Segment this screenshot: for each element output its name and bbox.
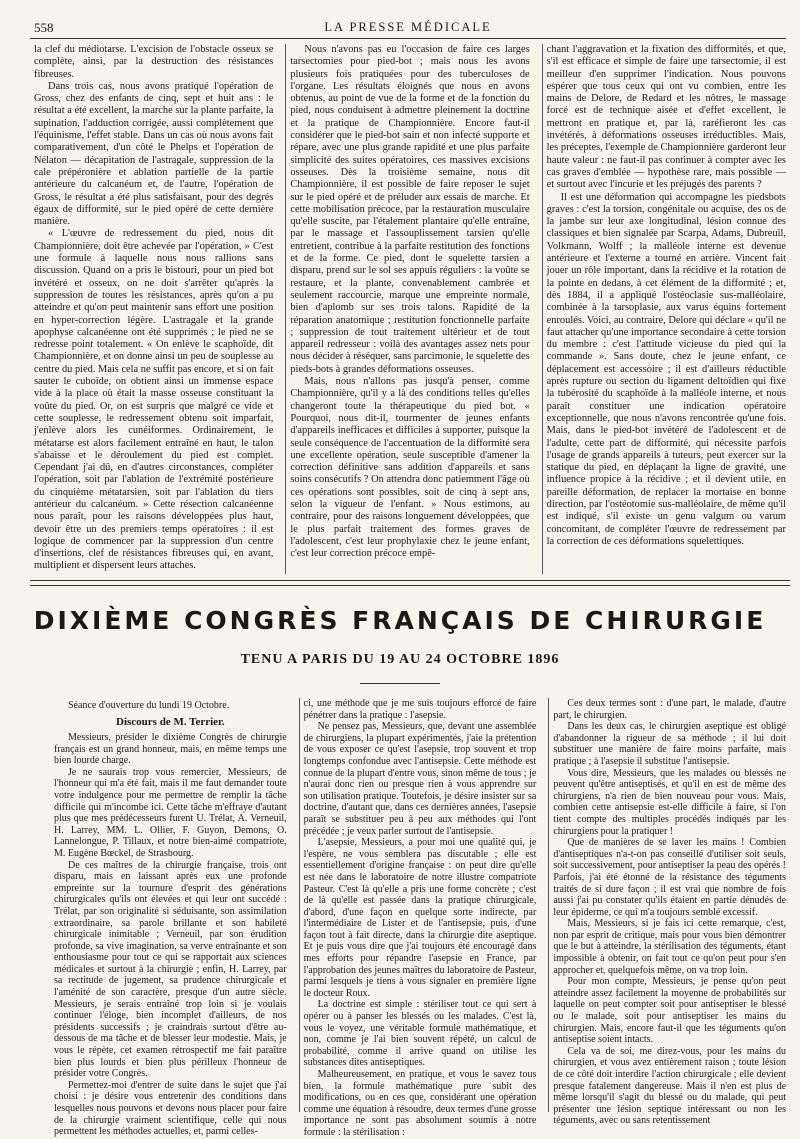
paragraph: Je ne saurais trop vous remercier, Messieurs, de l'honneur qui m'a été fait, mais il me faut demander toute votre indulgence pour me permettre de remplir la tâche difficile qui m'incombe ici. Cette tâche m'effraye d'autant plus que mes prédécesseurs furent U. Trélat, A. Verneuil, H. Larrey, MM. L. Ollier, F. Guyon, Demons, O. Lannelongue, P. Tillaux, et notre bien-aimé compatriote, M. Eugène Bœckel, de Strasbourg.: [54, 766, 287, 859]
paragraph: la clef du médiotarse. L'excision de l'obstacle osseux se complète, ainsi, par la destruction des résistances fibreuses.: [34, 44, 274, 80]
paragraph: Mais, Messieurs, si je fais ici cette remarque, c'est, non par esprit de critique, mais pour vous bien démontrer que le but à atteindre, la stérilisation des téguments, étant impossible à obtenir, on fait tout ce qu'on peut pour s'en approcher et, quelquefois même, on va trop loin.: [553, 918, 787, 976]
paragraph: ci, une méthode que je me suis toujours efforcé de faire pénétrer dans la pratique : l'asepsie.: [303, 698, 537, 721]
congress-column-2: [299, 698, 541, 1138]
article-top-columns: [30, 44, 790, 574]
paragraph: Cela va de soi, me direz-vous, pour les mains du chirurgien, et vous avez entièrement raison ; toute lésion de ce côté doit interdire l'action chirurgicale ; elle devient presque fatalement dangereuse. Mais il n'en est plus de même lorsqu'il s'agit du blessé ou du malade, qui peut présenter une lésion septique intéressant ou non les téguments, avec ou sans retentissement: [553, 1045, 787, 1127]
session-line: Séance d'ouverture du lundi 19 Octobre.: [68, 700, 230, 711]
congress-column-1: [50, 698, 291, 1138]
congress-columns: [50, 698, 790, 1138]
paragraph: De ces maîtres de la chirurgie française, trois ont disparu, mais en laissant après eux une profonde empreinte sur la tournure d'esprit des générations chirurgicales qu'ils ont élevées et qui leur ont succédé : Trélat, par son originalité si séduisante, son assimilation extraordinaire, sa parole brillante et son habileté chirurgicale inimitable ; Verneuil, par son érudition profonde, sa vive imagination, sa verve entraînante et son enthousiasme pour tout ce qui se rapportait aux sciences médicales et surtout à la chirurgie ; enfin, H. Larrey, par sa rectitude de jugement, sa prudence chirurgicale et l'aménité de son caractère, presque d'un autre siècle. Messieurs, je serais entraîné trop loin si je voulais continuer l'éloge, bien incomplet d'ailleurs, de nos présidents successifs ; je craindrais surtout d'être au-dessous de ma tâche et de blesser leur modestie. Mais, je vous le répète, cet examen rétrospectif me fait paraître bien plus lourds et bien plus périlleux l'honneur de présider votre Congrès.: [54, 859, 287, 1080]
paragraph: chant l'aggravation et la fixation des difformités, et que, s'il est efficace et simple de faire une tarsectomie, il est meilleur d'en supprimer l'indication. Nous pouvons espérer que tous ceux qui ont vu combien, entre les mains de Delore, de Redard et les nôtres, le massage forcé est de technique aisée et d'effet excellent, le mettront en pratique et, par là, raréfieront les cas invétérés, à déformations osseuses irréductibles. Mais, les préceptes, l'exemple de Championnière garderont leur haute valeur : ne faut-il pas continuer à compter avec les cas graves d'emblée — hypothèse rare, mais possible — et surtout avec l'incurie et les préjugés des parents ?: [546, 44, 786, 191]
short-divider: [360, 683, 440, 684]
congress-subtitle: TENU A PARIS DU 19 AU 24 OCTOBRE 1896: [240, 652, 560, 667]
paragraph: Vous dire, Messieurs, que les malades ou blessés ne peuvent qu'être antiseptisés, et qu'il en est de même des chirurgiens, n'a rien de bien nouveau pour vous. Mais, combien cette antisepsie est-elle difficile à faire, si l'on tient compte des multiples procédés indiqués par les chirurgiens pour la pratiquer !: [553, 767, 787, 837]
paragraph: Que de manières de se laver les mains ! Combien d'antiseptiques n'a-t-on pas conseillé d'utiliser soit seuls, soit successivement, pour antiseptiser la peau des opérés ! Parfois, j'ai été étonné de la résistance des téguments traités de si dure façon ; il est vrai que nombre de fois aussi j'ai pu constater qu'ils étaient en partie dénudés de leur épiderme, ce qui m'a toujours semblé excessif.: [553, 837, 787, 918]
article-column-1: [30, 44, 277, 574]
article-column-3: [542, 44, 790, 574]
paragraph: Mais, nous n'allons pas jusqu'à penser, comme Championnière, qu'il y a là des conditions telles qu'elles changeront toute la thérapeutique du pied bot. « Pourquoi, nous dit-il, tourmenter de jeunes enfants d'appareils inefficaces et difficiles à supporter, puisque la seule conséquence de l'accentuation de la difformité sera une excellente opération, seule susceptible d'amener la correction définitive sans addition d'appareils et sans soins consécutifs ? On attendra donc patiemment l'âge où ces opérations sont possibles, soit de cinq à sept ans, selon la vigueur de l'enfant. » Nous estimons, au contraire, pour des raisons longuement développées, que le plus parfait traitement des formes graves de l'adolescent, c'est leur prophylaxie chez le jeune enfant, c'est leur correction précoce empê-: [290, 376, 530, 560]
paragraph: « L'œuvre de redressement du pied, nous dit Championnière, doit être achevée par l'opération, » C'est une formule à laquelle nous nous rallions sans discussion. Quand on a pris le bistouri, pour un pied bot invétéré et osseux, on ne doit s'arrêter qu'après la suppression de toutes les résistances, après qu'on a pu atteindre et qu'on peut maintenir sans effort une position en hyper-correction légère. L'astragale et la grande apophyse calcanéenne ont été supprimés ; le pied ne se redresse point totalement. « On enlève le scaphoïde, dit Championnière, et on donne ainsi un peu de souplesse au centre du pied. Mais cela ne suffit pas encore, et si on fait sauter le cuboïde, on obtient ainsi un immense espace vide à la place où était la masse osseuse constituant la voûte du pied. Or, on est surpris que malgré ce vide et cette souplesse, le redressement obtenu soit imparfait, j'enlève alors les cunéiformes. Ordinairement, le métatarse est alors facilement entraîné en haut, le talon s'abaisse et le déroulement du pied est complet. Cependant j'ai dû, en d'autres circonstances, compléter l'opération, soit par l'ablation de l'extrémité postérieure du cinquième métatarsien, soit par l'ablation du tiers antérieur du calcanéum. » Cette résection calcanéenne nous paraît, pour les raisons développées plus haut, devoir être un des premiers temps opératoires : il est logique de commencer par la suppression d'un centre d'insertions, clef de résistances fibreuses qui, en avant, multiplient et dispersent leurs attaches.: [34, 228, 274, 572]
paragraph: Pour mon compte, Messieurs, je pense qu'on peut atteindre assez facilement la moyenne de probabilités sur laquelle on peut compter soit pour antiseptiser le blessé ou le malade, soit pour antiseptiser les mains du chirurgien. Mais, encore faut-il que les téguments qu'on antiseptise soient intacts.: [553, 976, 787, 1046]
paragraph: Nous n'avons pas eu l'occasion de faire ces larges tarsectomies pour pied-bot ; mais nous les avons plusieurs fois pratiquées pour des tuberculoses de l'organe. Les résultats éloignés que nous en avons obtenus, au point de vue de la forme et de la fonction du pied, nous conduisent à admettre pleinement la doctrine et la pratique de Championnière. Encore faut-il considérer que le pied-bot sain et non infecté supporte et répare, avec une plus grande rapidité et une plus parfaite simplicité des suites opératoires, ces massives excisions osseuses. Dès la troisième semaine, nous dit Championnière, il est possible de faire reposer le sujet sur le pied opéré et de préluder aux essais de marche. Et cette mobilisation précoce, par la restauration musculaire qu'elle suscite, par l'étalement plantaire qu'elle entraîne, par le massage et l'assouplissement tarsien qu'elle entretient, contribue à la parfaite restitution des fonctions et de la forme. Ce pied, dont le squelette tarsien a disparu, prend sur le sol ses appuis réguliers : la voûte se restaure, et la plante, convenablement cambrée et seulement raccourcie, marque une empreinte normale, bien d'aplomb sur ses trois talons. Rapidité de la réparation anatomique ; restitution fonctionnelle parfaite ; suppression de tout traitement ultérieur et de tout appareil redresseur : voilà des avantages assez nets pour nous décider à réséquer, sans parcimonie, le squelette des pieds-bots à grandes déformations osseuses.: [290, 44, 530, 375]
page-number: 558: [34, 20, 54, 35]
paragraph: Ne pensez pas, Messieurs, que, devant une assemblée de chirurgiens, la plupart expérimentés, j'aie la prétention de vous exposer ce qu'est l'asepsie, trop souvent et trop longtemps confondue avec l'antisepsie. Cette méthode est connue de la plupart d'entre vous, sinon même de tous ; je n'aurai donc rien ou presque rien à vous apprendre sur son utilisation pratique. Toutefois, je désire insister sur sa doctrine, d'autant que, dans ces dernières années, l'asepsie paraît se substituer peu à peu aux méthodes qui l'ont précédée ; je veux parler surtout de l'antisepsie.: [303, 721, 537, 837]
paragraph: L'asepsie, Messieurs, a pour moi une qualité qui, je l'espère, ne vous semblera pas discutable ; elle est essentiellement d'origine française : on peut dire qu'elle est née dans le laboratoire de notre illustre compatriote Pasteur. C'est là qu'elle a pris une forme concrète ; c'est de là qu'elle est passée dans la pratique chirurgicale, d'abord, d'une façon en quelque sorte indirecte, par l'intermédiaire de Lister et de l'antisepsie, puis, d'une façon tout à fait directe, dans la chirurgie dite aseptique. Et je puis vous dire que j'ai toujours été encouragé dans mes efforts pour répandre l'asepsie en France, par l'approbation des jeunes maîtres du laboratoire de Pasteur, parmi lesquels je tiens à vous signaler en première ligne le docteur Roux.: [303, 837, 537, 999]
journal-title: LA PRESSE MÉDICALE: [324, 20, 492, 34]
congress-column-3: [548, 698, 790, 1127]
congress-headline: DIXIÈME CONGRÈS FRANÇAIS DE CHIRURGIE: [33, 606, 767, 635]
paragraph: Malheureusement, en pratique, et vous le savez tous bien, la formule mathématique pure subit des modifications, ou en ces que, considérant une opération comme une équation à résoudre, deux termes d'une grosse importance ne sont pas absolument soumis à notre formule : la stérilisation :: [303, 1069, 537, 1138]
paragraph: Permettez-moi d'entrer de suite dans le sujet que j'ai choisi : je désire vous entretenir des conditions dans lesquelles nous pouvons et devons nous placer pour faire de la chirurgie vraiment scientifique, celle qui nous permettent les méthodes actuelles, et, parmi celles-: [54, 1079, 287, 1138]
paragraph: Dans trois cas, nous avons pratiqué l'opération de Gross, chez des enfants de cinq, sept et huit ans : le résultat a été excellent, la marche sur la plante parfaite, la supination, l'adduction corrigée, aussi complètement que l'équinisme, l'effet stable. Dans un cas où nous avons fait comparativement, d'un côté le Phelps et l'opération de Nélaton — décapitation de l'astragale, suppression de la cale prépéronière et ablation partielle de la partie antérieure du calcanéum et, de l'autre, l'opération de Gross, le résultat a été plus satisfaisant, pour des degrés égaux de difformité, sur le pied opéré de cette dernière manière.: [34, 80, 274, 228]
article-column-2: [285, 44, 533, 574]
section-divider: [30, 585, 790, 586]
paragraph: Ces deux termes sont : d'une part, le malade, d'autre part, le chirurgien.: [553, 698, 787, 721]
section-divider: [30, 580, 790, 581]
speech-title: Discours de M. Terrier.: [116, 716, 225, 728]
paragraph: Messieurs, présider le dixième Congrès de chirurgie français est un grand honneur, mais, en même temps une bien lourde charge.: [54, 732, 287, 767]
paragraph: La doctrine est simple : stériliser tout ce qui sert à opérer ou à panser les blessés ou les malades. C'est là, vous le voyez, une véritable formule mathématique, et non, comme je l'ai bien souvent répété, un calcul de probabilité, comme il arrive quand on utilise les substances dites antiseptiques.: [303, 999, 537, 1069]
paragraph: Dans les deux cas, le chirurgien aseptique est obligé d'abandonner la rigueur de sa méthode ; il lui doit substituer une manière de faire moins parfaite, mais pratique ; à l'asepsie il substitue l'antisepsie.: [553, 721, 787, 767]
paragraph: Il est une déformation qui accompagne les piedsbots graves : c'est la torsion, congénitale ou acquise, des os de la jambe sur leur axe longitudinal, lésion connue des classiques et bien signalée par Scarpa, Adams, Dubreuil, Volkmann, Wolff ; la malléole interne est devenue antérieure et l'externe a tourné en arrière. Vincent fait jouer un rôle important, dans la récidive et la rotation de la pointe en dedans, à cet élément de la difformité ; et, dès 1884, il a appliqué l'ostéoclasie sus-malléolaire, combinée à la tarsoplasie, aux varus équins fortement enroulés. Voici, au contraire, Delore qui déclare « qu'il ne faut attacher qu'une importance secondaire à cette torsion du membre : c'est l'attitude vicieuse du pied qui la commande ». Sans doute, chez le jeune enfant, ce déplacement est accessoire ; il est d'ailleurs réductible après rupture ou section du ligament deltoïdien qui fixe la tubérosité du scaphoïde à la malléole interne, et nous paraît constituer une indication opératoire exceptionnelle, que nous n'avons rencontrée qu'une fois. Mais, dans le pied-bot invétéré de l'adolescent et de l'adulte, cette part de difformité, qui nécessite parfois l'usage de grands appareils à tuteurs, peut exercer sur la statique du pied, en déplaçant la ligne de gravité, une influence propice à la récidive ; et il devient utile, en pareille déformation, de replacer la mortaise en bonne direction, par l'ostéotomie sus-malléolaire, de même qu'il est indiqué, s'il existe un genu valgum ou varum concomitant, de compléter l'œuvre de redressement par la correction de ces déformations squelettiques.: [546, 191, 786, 547]
page-header: [30, 20, 786, 39]
